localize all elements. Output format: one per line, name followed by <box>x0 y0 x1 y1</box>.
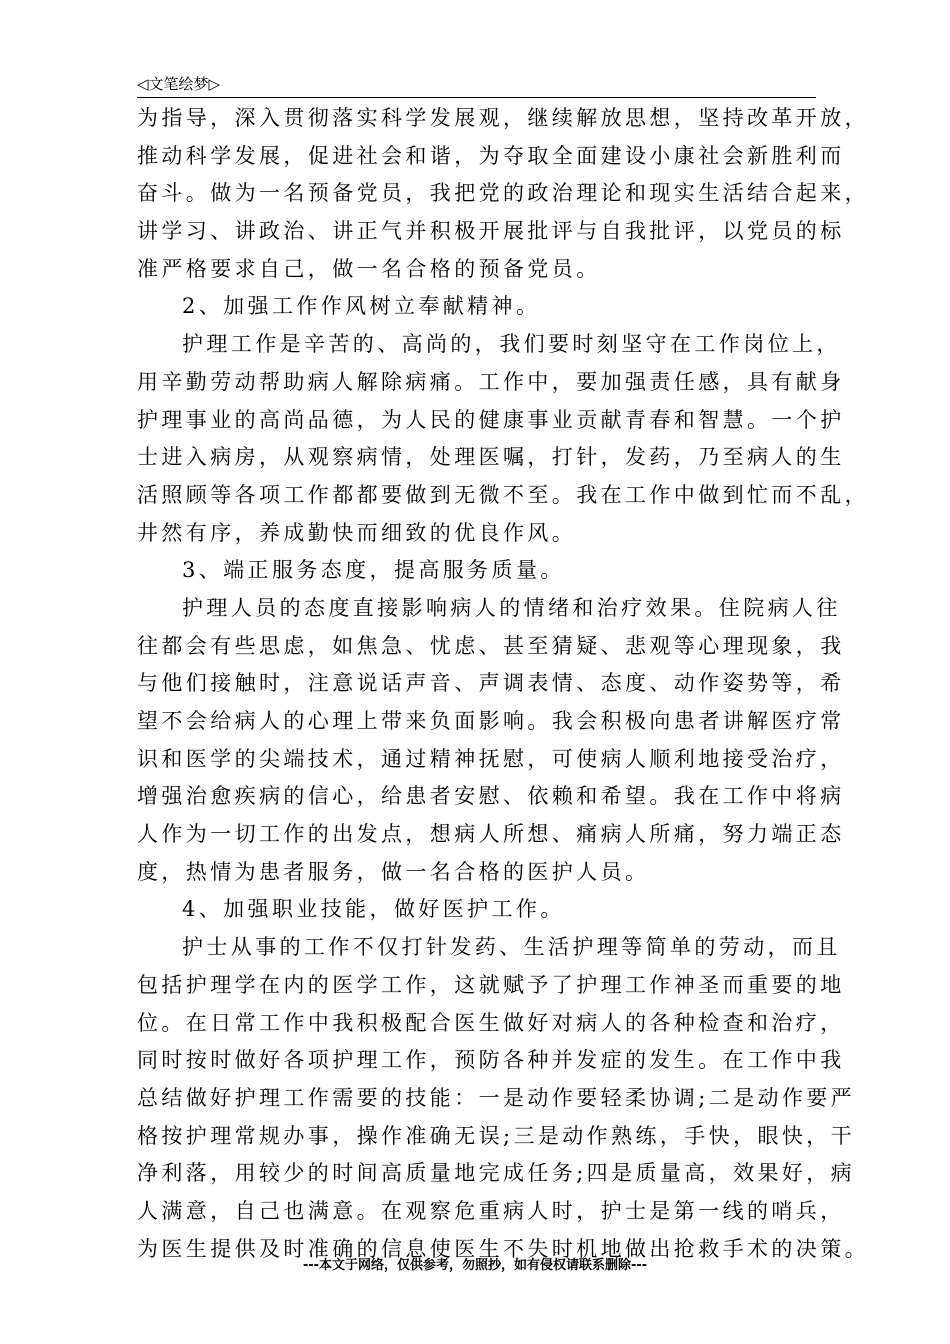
text-line: 活照顾等各项工作都都要做到无微不至。我在工作中做到忙而不乱， <box>137 482 869 507</box>
text-line: 为指导，深入贯彻落实科学发展观，继续解放思想，坚持改革开放， <box>137 106 869 130</box>
page-header-brand: ◁文笔绘梦▷ <box>137 75 221 93</box>
text-line: 用辛勤劳动帮助病人解除病痛。工作中，要加强责任感，具有献身 <box>137 369 845 394</box>
header-divider <box>137 97 816 98</box>
text-line: 护理工作是辛苦的、高尚的，我们要时刻坚守在工作岗位上， <box>182 332 841 357</box>
text-line: 2、加强工作作风树立奉献精神。 <box>182 294 541 319</box>
text-line: 格按护理常规办事，操作准确无误;三是动作熟练，手快，眼快，干 <box>137 1123 856 1148</box>
text-line: 度，热情为患者服务，做一名合格的医护人员。 <box>137 859 650 884</box>
text-line: 推动科学发展，促进社会和谐，为夺取全面建设小康社会新胜利而 <box>137 143 845 168</box>
text-line: 人满意，自己也满意。在观察危重病人时，护士是第一线的哨兵， <box>137 1198 845 1223</box>
text-line: 护理事业的高尚品德，为人民的健康事业贡献青春和智慧。一个护 <box>137 407 845 432</box>
text-line: 准严格要求自己，做一名合格的预备党员。 <box>137 256 601 281</box>
text-line: 增强治愈疾病的信心，给患者安慰、依赖和希望。我在工作中将病 <box>137 784 845 809</box>
text-line: 与他们接触时，注意说话声音、声调表情、态度、动作姿势等，希 <box>137 671 845 696</box>
text-line: 为医生提供及时准确的信息使医生不失时机地做出抢救手术的决策。 <box>137 1236 869 1261</box>
text-line: 望不会给病人的心理上带来负面影响。我会积极向患者讲解医疗常 <box>137 709 845 733</box>
text-line: 士进入病房，从观察病情，处理医嘱，打针，发药，乃至病人的生 <box>137 445 845 470</box>
text-line: 3、端正服务态度，提高服务质量。 <box>182 558 565 583</box>
document-body <box>137 100 869 1268</box>
text-line: 讲学习、讲政治、讲正气并积极开展批评与自我批评，以党员的标 <box>137 219 845 244</box>
text-line: 人作为一切工作的出发点，想病人所想、痛病人所痛，努力端正态 <box>137 822 845 847</box>
text-line: 总结做好护理工作需要的技能：一是动作要轻柔协调;二是动作要严 <box>137 1085 856 1110</box>
page-footer-notice: ---本文于网络，仅供参考，勿照抄，如有侵权请联系删除--- <box>302 1258 648 1273</box>
text-line: 包括护理学在内的医学工作，这就赋予了护理工作神圣而重要的地 <box>137 972 845 997</box>
text-line: 净利落，用较少的时间高质量地完成任务;四是质量高，效果好，病 <box>137 1161 856 1186</box>
text-line: 井然有序，养成勤快而细致的优良作风。 <box>137 520 577 545</box>
text-line: 识和医学的尖端技术，通过精神抚慰，可使病人顺利地接受治疗， <box>137 746 845 771</box>
text-line: 往都会有些思虑，如焦急、忧虑、甚至猜疑、悲观等心理现象，我 <box>137 633 845 658</box>
text-line: 护理人员的态度直接影响病人的情绪和治疗效果。住院病人往 <box>182 595 841 620</box>
text-line: 4、加强职业技能，做好医护工作。 <box>182 897 565 922</box>
text-line: 护士从事的工作不仅打针发药、生活护理等简单的劳动，而且 <box>182 935 841 960</box>
text-line: 位。在日常工作中我积极配合医生做好对病人的各种检查和治疗， <box>137 1010 845 1035</box>
text-line: 奋斗。做为一名预备党员，我把党的政治理论和现实生活结合起来， <box>137 181 869 206</box>
text-line: 同时按时做好各项护理工作，预防各种并发症的发生。在工作中我 <box>137 1048 845 1073</box>
